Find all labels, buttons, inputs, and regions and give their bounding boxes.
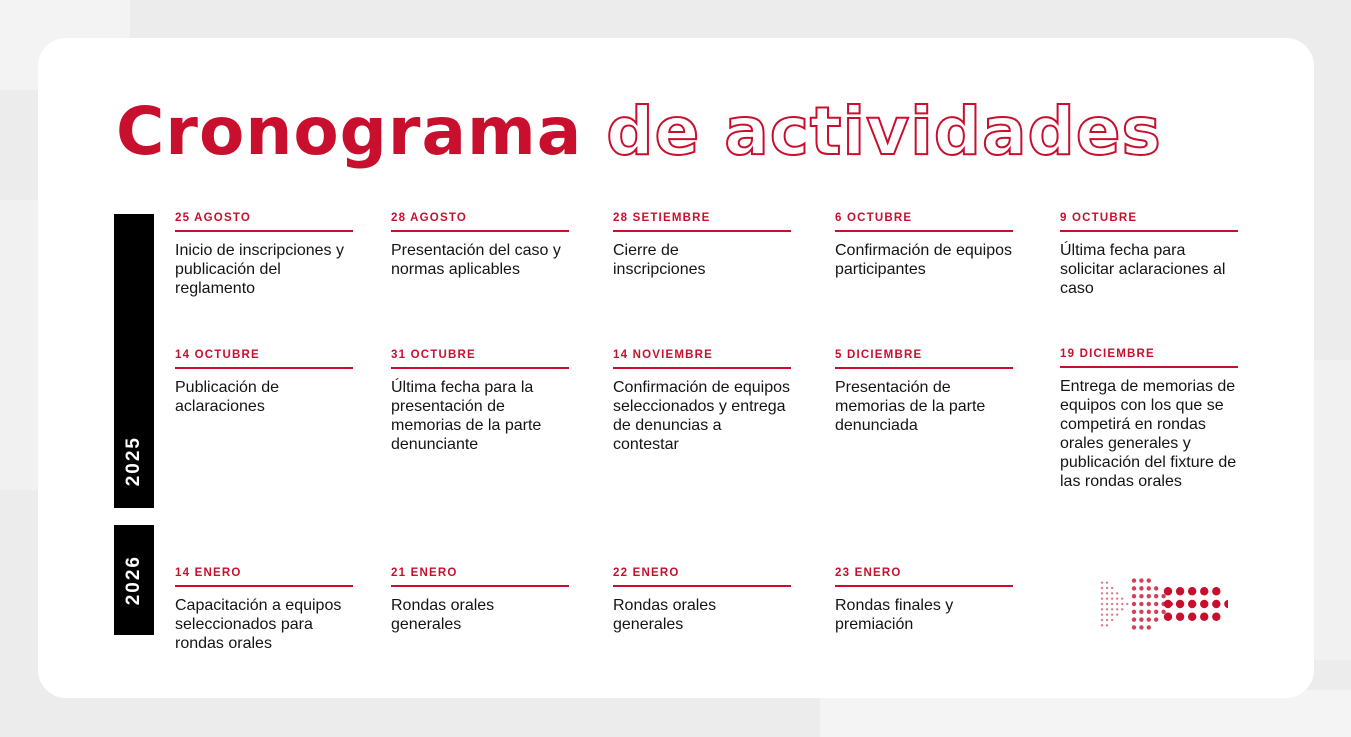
arrow-dot: [1188, 587, 1196, 595]
timeline-event: [391, 211, 569, 279]
background-shape: [1314, 360, 1351, 660]
arrow-dot: [1154, 610, 1158, 614]
arrow-dot: [1106, 608, 1108, 610]
arrow-dot: [1121, 597, 1123, 599]
background-shape: [0, 200, 40, 490]
timeline-event: [1060, 347, 1238, 491]
timeline-event: [175, 566, 353, 653]
arrow-dot: [1188, 600, 1196, 608]
arrow-dot: [1139, 578, 1143, 582]
arrow-dot: [1154, 617, 1158, 621]
arrow-dot: [1121, 608, 1123, 610]
event-description: Rondas orales generales: [613, 597, 717, 633]
arrow-dot: [1101, 613, 1103, 615]
event-description: Confirmación de equipos seleccionados y entrega de denuncias a contestar: [613, 379, 790, 453]
timeline-event: [613, 211, 791, 279]
arrow-dot: [1147, 610, 1151, 614]
arrow-dot: [1139, 586, 1143, 590]
arrow-dot: [1139, 617, 1143, 621]
arrow-dot: [1106, 581, 1108, 583]
arrow-dot: [1132, 586, 1136, 590]
event-date: 14 OCTUBRE: [175, 348, 353, 369]
arrow-dot: [1164, 587, 1172, 595]
arrow-dot: [1147, 625, 1151, 629]
arrow-dot: [1101, 619, 1103, 621]
arrow-dot: [1132, 625, 1136, 629]
arrow-dot: [1176, 613, 1184, 621]
arrow-dot: [1147, 602, 1151, 606]
timeline-event: [391, 566, 569, 634]
arrow-dot: [1106, 603, 1108, 605]
arrow-dot: [1116, 592, 1118, 594]
event-date: 14 ENERO: [175, 566, 353, 587]
event-date: 6 OCTUBRE: [835, 211, 1013, 232]
arrow-dot: [1106, 587, 1108, 589]
arrow-dot: [1147, 586, 1151, 590]
arrow-dot: [1147, 594, 1151, 598]
event-description: Publicación de aclaraciones: [175, 379, 280, 415]
event-description: Presentación del caso y normas aplicables: [391, 242, 561, 278]
event-date: 14 NOVIEMBRE: [613, 348, 791, 369]
year-bar-2026: [114, 525, 154, 635]
arrow-dot: [1154, 602, 1158, 606]
event-date: 21 ENERO: [391, 566, 569, 587]
arrow-dot: [1139, 594, 1143, 598]
arrow-dot: [1212, 587, 1220, 595]
arrow-dot: [1111, 603, 1113, 605]
arrow-dot: [1139, 625, 1143, 629]
arrow-dot: [1154, 586, 1158, 590]
arrow-dot: [1106, 597, 1108, 599]
arrow-dot: [1176, 600, 1184, 608]
timeline-event: [1060, 211, 1238, 298]
event-date: 28 AGOSTO: [391, 211, 569, 232]
triple-chevron-dots-icon: [1098, 578, 1228, 630]
arrow-dot: [1111, 608, 1113, 610]
arrow-dot: [1101, 581, 1103, 583]
arrow-dot: [1126, 603, 1128, 605]
arrow-dot: [1111, 619, 1113, 621]
event-description: Cierre de inscripciones: [613, 242, 706, 278]
year-label: 2026: [123, 554, 144, 606]
arrow-dot: [1212, 600, 1220, 608]
year-bar-2025: [114, 214, 154, 508]
timeline-event: [835, 211, 1013, 279]
arrow-dot: [1101, 597, 1103, 599]
event-description: Rondas finales y premiación: [835, 597, 954, 633]
arrow-dot: [1176, 587, 1184, 595]
arrow-dot: [1111, 613, 1113, 615]
arrow-dot: [1106, 592, 1108, 594]
event-description: Rondas orales generales: [391, 597, 495, 633]
arrow-dot: [1200, 613, 1208, 621]
timeline-event: [835, 566, 1013, 634]
event-description: Inicio de inscripciones y publicación del reglamento: [175, 242, 344, 297]
arrow-dot: [1111, 587, 1113, 589]
arrow-dot: [1188, 613, 1196, 621]
arrow-dot: [1101, 624, 1103, 626]
arrow-dot: [1132, 610, 1136, 614]
event-description: Última fecha para la presentación de memorias de la parte denunciante: [391, 379, 542, 453]
arrow-dot: [1116, 613, 1118, 615]
arrow-dot: [1106, 613, 1108, 615]
event-description: Capacitación a equipos seleccionados para rondas orales: [175, 597, 342, 652]
arrow-dot: [1200, 600, 1208, 608]
arrow-dot: [1106, 624, 1108, 626]
title-outline: de actividades: [606, 93, 1162, 170]
arrow-dot: [1106, 619, 1108, 621]
arrow-dot: [1101, 608, 1103, 610]
arrow-dot: [1101, 592, 1103, 594]
event-description: Entrega de memorias de equipos con los que se competirá en rondas orales generales y publicación del fixture de las rondas orales: [1060, 378, 1237, 490]
arrow-dot: [1161, 610, 1165, 614]
timeline-event: [613, 348, 791, 454]
arrow-dot: [1132, 578, 1136, 582]
event-date: 31 OCTUBRE: [391, 348, 569, 369]
timeline-event: [613, 566, 791, 634]
arrow-dot: [1161, 594, 1165, 598]
event-date: 25 AGOSTO: [175, 211, 353, 232]
arrow-dot: [1224, 600, 1228, 608]
timeline-event: [835, 348, 1013, 435]
event-date: 23 ENERO: [835, 566, 1013, 587]
arrow-dot: [1132, 594, 1136, 598]
arrow-dot: [1101, 603, 1103, 605]
arrow-dot: [1164, 613, 1172, 621]
arrow-dot: [1116, 603, 1118, 605]
arrow-dot: [1111, 597, 1113, 599]
timeline-event: [175, 348, 353, 416]
title-solid: Cronograma: [116, 93, 583, 170]
arrow-dot: [1101, 587, 1103, 589]
arrow-dot: [1212, 613, 1220, 621]
event-date: 19 DICIEMBRE: [1060, 347, 1238, 368]
arrow-dot: [1132, 602, 1136, 606]
timeline-event: [175, 211, 353, 298]
event-description: Presentación de memorias de la parte denunciada: [835, 379, 986, 434]
event-date: 5 DICIEMBRE: [835, 348, 1013, 369]
event-description: Última fecha para solicitar aclaraciones al caso: [1060, 242, 1226, 297]
arrow-dot: [1132, 617, 1136, 621]
event-date: 9 OCTUBRE: [1060, 211, 1238, 232]
arrow-dot: [1139, 610, 1143, 614]
arrow-dot: [1147, 617, 1151, 621]
arrow-dot: [1147, 578, 1151, 582]
event-date: 28 SETIEMBRE: [613, 211, 791, 232]
event-description: Confirmación de equipos participantes: [835, 242, 1012, 278]
arrow-dot: [1116, 608, 1118, 610]
arrow-dot: [1139, 602, 1143, 606]
arrow-dot: [1116, 597, 1118, 599]
arrow-dot: [1121, 603, 1123, 605]
arrow-dot: [1200, 587, 1208, 595]
arrow-dot: [1154, 594, 1158, 598]
arrow-dot: [1111, 592, 1113, 594]
event-date: 22 ENERO: [613, 566, 791, 587]
year-label: 2025: [123, 435, 144, 486]
arrow-dot: [1164, 600, 1172, 608]
page-title: [116, 92, 1162, 172]
timeline-event: [391, 348, 569, 454]
